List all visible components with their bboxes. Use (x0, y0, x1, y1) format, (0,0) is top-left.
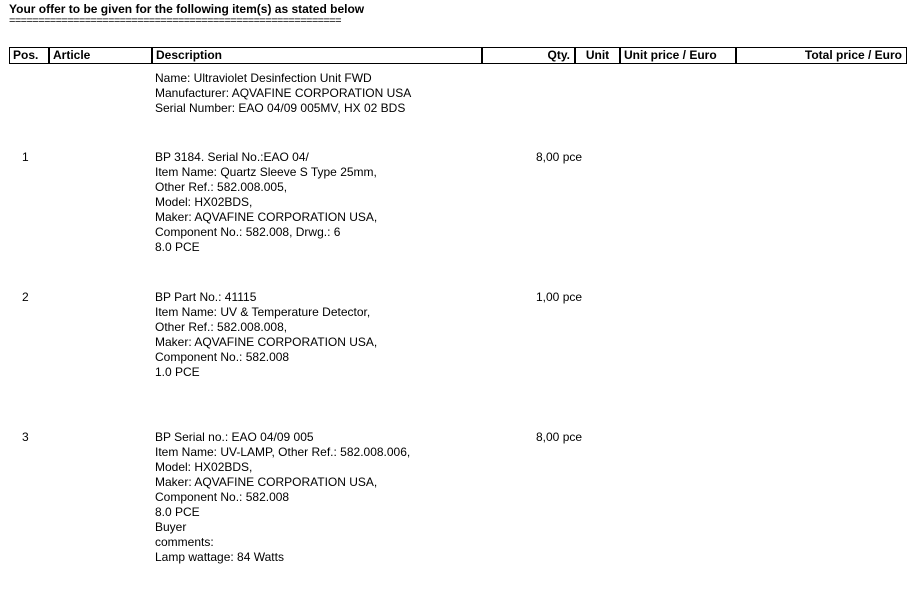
intro-line: Name: Ultraviolet Desinfection Unit FWD (155, 71, 372, 85)
column-header-total-price: Total price / Euro (736, 47, 907, 64)
item-position: 2 (22, 290, 29, 304)
item-position: 3 (22, 430, 29, 444)
item-description-line: Model: HX02BDS, (155, 195, 253, 209)
item-quantity: 8,00 pce (536, 430, 583, 444)
item-description-line: 1.0 PCE (155, 365, 200, 379)
item-description-line: Component No.: 582.008 (155, 490, 290, 504)
item-description-line: Other Ref.: 582.008.008, (155, 320, 288, 334)
item-description-line: BP 3184. Serial No.:EAO 04/ (155, 150, 309, 164)
item-description-line: Other Ref.: 582.008.005, (155, 180, 288, 194)
document-heading: Your offer to be given for the following item(s) as stated below (9, 2, 365, 16)
item-description-line: Component No.: 582.008, Drwg.: 6 (155, 225, 341, 239)
heading-underline-rule: ========================================================= (9, 15, 341, 27)
item-description-line: 8.0 PCE (155, 240, 200, 254)
item-description-line: Item Name: UV-LAMP, Other Ref.: 582.008.006, (155, 445, 411, 459)
item-description-line: comments: (155, 535, 214, 549)
column-header-qty: Qty. (482, 47, 575, 64)
column-header-article: Article (49, 47, 152, 64)
item-description-line: BP Serial no.: EAO 04/09 005 (155, 430, 314, 444)
intro-line: Serial Number: EAO 04/09 005MV, HX 02 BDS (155, 101, 406, 115)
column-header-unit-price: Unit price / Euro (620, 47, 736, 64)
column-header-description: Description (152, 47, 482, 64)
item-description-line: Item Name: UV & Temperature Detector, (155, 305, 371, 319)
item-description-line: Maker: AQVAFINE CORPORATION USA, (155, 475, 378, 489)
item-description-line: Model: HX02BDS, (155, 460, 253, 474)
column-header-unit: Unit (575, 47, 620, 64)
item-description-line: BP Part No.: 41115 (155, 290, 257, 304)
item-quantity: 8,00 pce (536, 150, 583, 164)
item-description-line: Buyer (155, 520, 187, 534)
item-position: 1 (22, 150, 29, 164)
item-description-line: Component No.: 582.008 (155, 350, 290, 364)
item-description-line: Item Name: Quartz Sleeve S Type 25mm, (155, 165, 377, 179)
item-description-line: Maker: AQVAFINE CORPORATION USA, (155, 335, 378, 349)
column-header-pos: Pos. (9, 47, 49, 64)
intro-line: Manufacturer: AQVAFINE CORPORATION USA (155, 86, 412, 100)
item-description-line: 8.0 PCE (155, 505, 200, 519)
item-description-line: Lamp wattage: 84 Watts (155, 550, 284, 564)
item-quantity: 1,00 pce (536, 290, 583, 304)
item-description-line: Maker: AQVAFINE CORPORATION USA, (155, 210, 378, 224)
